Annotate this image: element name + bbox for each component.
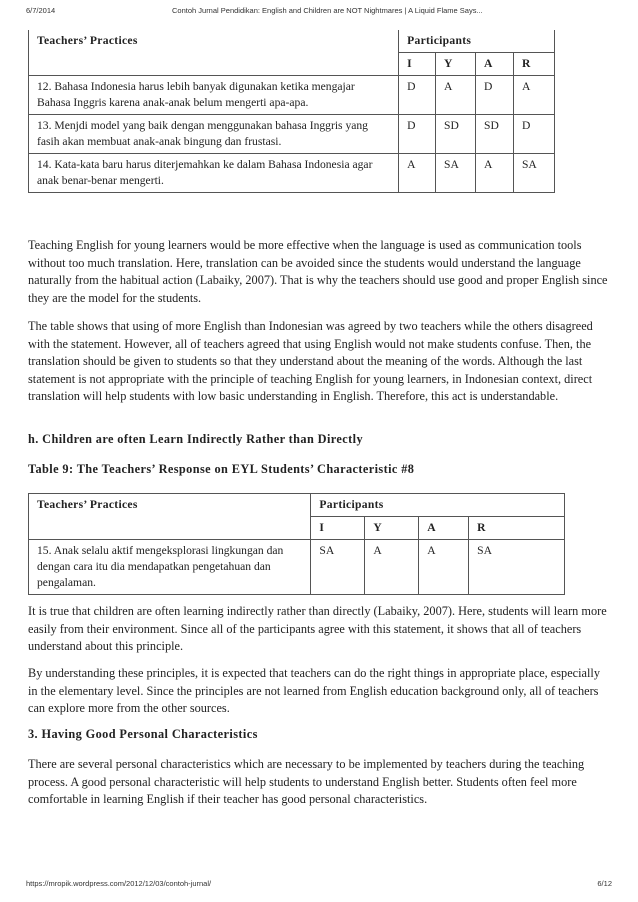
col-y: Y xyxy=(365,517,419,540)
col-r: R xyxy=(513,53,554,76)
practice-text: 12. Bahasa Indonesia harus lebih banyak digunakan ketika mengajar Bahasa Inggris karena anak-anak belum mengerti apa-apa. xyxy=(29,76,399,115)
col-y: Y xyxy=(436,53,476,76)
practices-table-2 xyxy=(28,493,565,595)
value-y: A xyxy=(436,76,476,115)
practice-text: 13. Menjdi model yang baik dengan menggunakan bahasa Inggris yang fasih akan membuat anak-anak bingung dan frustasi. xyxy=(29,115,399,154)
value-a: A xyxy=(419,540,469,595)
table-row xyxy=(29,115,555,154)
practice-text: 14. Kata-kata baru harus diterjemahkan ke dalam Bahasa Indonesia agar anak benar-benar mengerti. xyxy=(29,154,399,193)
section-heading-3: 3. Having Good Personal Characteristics xyxy=(28,727,258,741)
table-row xyxy=(29,154,555,193)
value-y: SA xyxy=(436,154,476,193)
value-y: A xyxy=(365,540,419,595)
value-i: D xyxy=(399,115,436,154)
value-i: A xyxy=(399,154,436,193)
paragraph: It is true that children are often learning indirectly rather than directly (Labaiky, 2007). Here, students will learn more easily from their environment. Since all of the participants agree with this statement, it shows that all of teachers understand about this principle. xyxy=(28,604,607,653)
col-a: A xyxy=(476,53,514,76)
table-9-title: Table 9: The Teachers’ Response on EYL Students’ Characteristic #8 xyxy=(28,462,415,476)
value-a: SD xyxy=(476,115,514,154)
value-a: D xyxy=(476,76,514,115)
print-url: https://mropik.wordpress.com/2012/12/03/contoh-jurnal/ xyxy=(26,879,212,888)
value-i: D xyxy=(399,76,436,115)
col-r: R xyxy=(469,517,565,540)
value-r: D xyxy=(513,115,554,154)
col-i: I xyxy=(311,517,365,540)
value-r: A xyxy=(513,76,554,115)
table-header-row xyxy=(29,30,555,53)
table-header-row xyxy=(29,494,565,517)
value-a: A xyxy=(476,154,514,193)
col-i: I xyxy=(399,53,436,76)
col-practices: Teachers’ Practices xyxy=(29,494,311,540)
practice-text: 15. Anak selalu aktif mengeksplorasi lingkungan dan dengan cara itu dia mendapatkan pengetahuan dan pengalaman. xyxy=(29,540,311,595)
value-r: SA xyxy=(469,540,565,595)
print-date: 6/7/2014 xyxy=(26,6,56,15)
col-participants: Participants xyxy=(399,30,555,53)
section-heading-h: h. Children are often Learn Indirectly Rather than Directly xyxy=(28,432,363,446)
paragraph: By understanding these principles, it is expected that teachers can do the right things in appropriate place, especially in the elementary level. Since the principles are not learned from English education background only, all of teachers can explore more from the other sources. xyxy=(28,666,600,715)
table-row xyxy=(29,540,565,595)
practices-table-1 xyxy=(28,30,555,193)
paragraph: The table shows that using of more English than Indonesian was agreed by two teachers while the others disagreed with the statement. However, all of teachers agreed that using English would not make students confuse. Then, the translation should be given to students so that they understand about the meaning of the words. Although the last statement is not appropriate with the principle of teaching English for young learners, in Indonesian context, direct translation will help students with low basic understanding in English. Therefore, this act is understandable. xyxy=(28,319,593,403)
col-a: A xyxy=(419,517,469,540)
value-r: SA xyxy=(513,154,554,193)
print-title: Contoh Jurnal Pendidikan: English and Children are NOT Nightmares | A Liquid Flame Says... xyxy=(172,6,483,15)
value-i: SA xyxy=(311,540,365,595)
paragraph: There are several personal characteristics which are necessary to be implemented by teachers during the teaching process. A good personal characteristic will help students to understand English better. Students often feel more comfortable in learning English if their teacher has good personal characteristics. xyxy=(28,757,585,806)
value-y: SD xyxy=(436,115,476,154)
table-row xyxy=(29,76,555,115)
paragraph: Teaching English for young learners would be more effective when the language is used as communication tools without too much translation. Here, translation can be avoided since the students would understand the language naturally from the habitual action (Labaiky, 2007). That is why the teachers should use good and proper English since they are the model for the students. xyxy=(28,238,608,305)
col-practices: Teachers’ Practices xyxy=(29,30,399,76)
page-number: 6/12 xyxy=(597,879,612,888)
col-participants: Participants xyxy=(311,494,565,517)
